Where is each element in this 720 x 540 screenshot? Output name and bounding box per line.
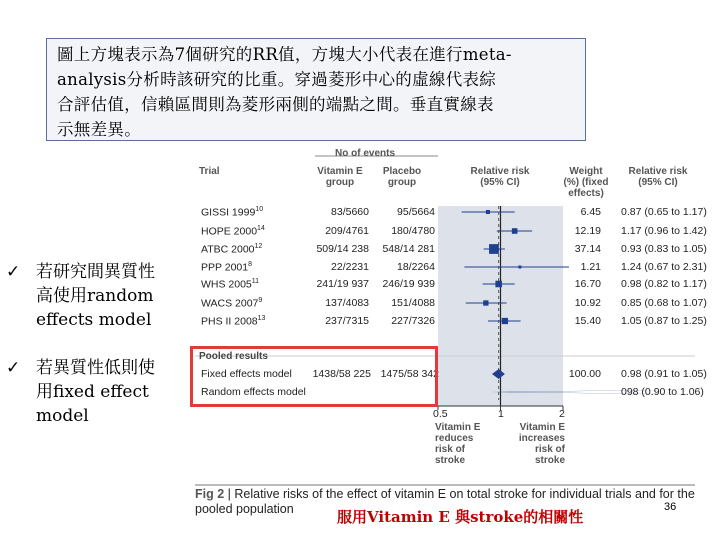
axis-left-label xyxy=(435,422,480,466)
bullet-line: model xyxy=(36,406,89,426)
weight-value: 37.14 xyxy=(574,243,601,255)
weight-value: 6.45 xyxy=(580,206,601,218)
axis-label-line: stroke xyxy=(534,455,565,466)
trial-ref: 10 xyxy=(255,206,264,213)
study-square xyxy=(518,266,521,269)
axis-right-label xyxy=(515,422,565,466)
header-placebo xyxy=(377,166,427,188)
study-square xyxy=(495,281,502,288)
caption-fig-label: Fig 2 xyxy=(195,487,225,501)
trial-ref: 14 xyxy=(257,225,265,232)
caption-line2: pooled population xyxy=(195,502,294,516)
description-box xyxy=(46,38,586,141)
trial-name: HOPE 2000 xyxy=(201,225,258,238)
header-line: (95% CI) xyxy=(638,177,678,188)
bullet-fixed-effect xyxy=(6,356,196,431)
axis-tick-label: 1 xyxy=(498,408,504,420)
header-relative-risk xyxy=(465,166,535,188)
vitamin-e-events: 241/19 937 xyxy=(316,278,369,290)
rr-ci-value: 0.93 (0.83 to 1.05) xyxy=(621,243,707,255)
trial-ref: 13 xyxy=(257,315,266,322)
placebo-events: 151/4088 xyxy=(391,297,435,309)
trial-name: PHS II 2008 xyxy=(201,315,258,328)
checkmark-icon: ✓ xyxy=(6,358,21,378)
trial-label xyxy=(201,278,259,291)
placebo-events: 548/14 281 xyxy=(382,243,435,255)
trial-name: PPP 2001 xyxy=(201,261,249,274)
rr-ci-value: 1.05 (0.87 to 1.25) xyxy=(621,315,707,327)
pooled-model-name: Fixed effects model xyxy=(201,368,292,380)
weight-value: 16.70 xyxy=(574,278,601,290)
bullet-line: 若異質性低則使 xyxy=(36,358,155,378)
trial-ref: 12 xyxy=(254,243,263,250)
description-line: 示無差異。 xyxy=(57,120,141,139)
trial-label xyxy=(201,261,252,274)
vitamin-e-events: 509/14 238 xyxy=(316,243,369,255)
rr-ci-value: 0.87 (0.65 to 1.17) xyxy=(621,206,707,218)
header-line: effects) xyxy=(568,188,604,199)
pooled-results-highlight xyxy=(190,346,438,407)
weight-value: 10.92 xyxy=(574,297,601,309)
axis-tick-label: 2 xyxy=(559,408,565,420)
placebo-events: 180/4780 xyxy=(391,225,435,237)
study-square xyxy=(483,300,488,305)
axis-label-line: risk of xyxy=(534,444,565,455)
trial-name: WHS 2005 xyxy=(201,278,252,291)
axis-label-line: stroke xyxy=(435,455,466,466)
header-line: Vitamin E xyxy=(317,166,363,177)
pooled-rr-ci: 098 (0.90 to 1.06) xyxy=(621,386,704,398)
trial-ref: 9 xyxy=(258,297,263,304)
bullet-random-effects xyxy=(6,260,196,335)
header-line: group xyxy=(325,177,355,188)
trial-label xyxy=(201,243,262,256)
axis-label-line: Vitamin E xyxy=(435,422,481,433)
placebo-events: 18/2264 xyxy=(397,261,435,273)
axis-label-line: Vitamin E xyxy=(519,422,565,433)
bullet-line: effects model xyxy=(36,310,152,330)
trial-ref: 11 xyxy=(251,278,260,285)
study-square xyxy=(512,228,518,234)
weight-value: 12.19 xyxy=(574,225,601,237)
vitamin-e-events: 22/2231 xyxy=(331,261,369,273)
trial-name: WACS 2007 xyxy=(201,297,259,310)
caption-text: | Relative risks of the effect of vitamin E on total stroke for individual trials and for the xyxy=(224,487,695,501)
axis-label-line: increases xyxy=(518,433,565,444)
bullet-line: 高使用random xyxy=(36,286,154,306)
pooled-model-name: Random effects model xyxy=(201,386,306,398)
trial-label xyxy=(201,206,263,219)
rr-ci-value: 0.98 (0.82 to 1.17) xyxy=(621,278,707,290)
trial-name: GISSI 1999 xyxy=(201,206,256,219)
header-line: (%) (fixed xyxy=(563,177,609,188)
trial-label xyxy=(201,297,262,310)
study-square xyxy=(489,244,499,254)
pooled-title: Pooled results xyxy=(199,351,268,362)
pooled-vitamin-e-events: 1438/58 225 xyxy=(312,368,371,380)
weight-value: 15.40 xyxy=(574,315,601,327)
header-vitamin-e xyxy=(315,166,365,188)
pooled-placebo-events: 1475/58 342 xyxy=(380,368,439,380)
weight-value: 1.21 xyxy=(580,261,601,273)
vitamin-e-events: 209/4761 xyxy=(325,225,369,237)
header-line: Placebo xyxy=(382,166,422,177)
vitamin-e-events: 237/7315 xyxy=(325,315,369,327)
trial-label xyxy=(201,225,265,238)
axis-tick-label: 0.5 xyxy=(433,408,448,420)
header-trial: Trial xyxy=(199,166,220,177)
axis-label-line: risk of xyxy=(435,444,466,455)
header-line: group xyxy=(387,177,417,188)
trial-ref: 8 xyxy=(248,261,253,268)
study-square xyxy=(502,318,508,324)
rr-ci-value: 1.24 (0.67 to 2.31) xyxy=(621,261,707,273)
header-line: (95% CI) xyxy=(480,177,520,188)
placebo-events: 95/5664 xyxy=(397,206,435,218)
description-line: 合評估值，信賴區間則為菱形兩側的端點之間。垂直實線表 xyxy=(57,95,494,114)
description-line: 圖上方塊表示為7個研究的RR值，方塊大小代表在進行meta- xyxy=(57,45,512,64)
placebo-events: 227/7326 xyxy=(391,315,435,327)
checkmark-icon: ✓ xyxy=(6,262,21,282)
header-weight xyxy=(555,166,617,199)
vitamin-e-events: 137/4083 xyxy=(325,297,369,309)
rr-ci-value: 0.85 (0.68 to 1.07) xyxy=(621,297,707,309)
header-line: Relative risk xyxy=(470,166,530,177)
vitamin-e-events: 83/5660 xyxy=(331,206,369,218)
header-line: Weight xyxy=(569,166,603,177)
pooled-weight: 100.00 xyxy=(568,368,601,380)
rr-ci-value: 1.17 (0.96 to 1.42) xyxy=(621,225,707,237)
axis-label-line: reduces xyxy=(435,433,474,444)
description-line: analysis分析時該研究的比重。穿過菱形中心的虛線代表綜 xyxy=(57,70,497,89)
page-number: 36 xyxy=(664,501,677,513)
trial-name: ATBC 2000 xyxy=(201,243,255,256)
bullet-line: 用fixed effect xyxy=(36,382,149,402)
header-no-events: No of events xyxy=(335,148,396,159)
header-rr-ci xyxy=(625,166,691,188)
study-square xyxy=(486,210,490,214)
placebo-events: 246/19 939 xyxy=(382,278,435,290)
forest-plot-figure xyxy=(195,140,707,520)
trial-label xyxy=(201,315,265,328)
slide-footer-title: 服用Vitamin E 與stroke的相關性 xyxy=(337,508,584,526)
bullet-line: 若研究間異質性 xyxy=(36,262,155,282)
header-line: Relative risk xyxy=(628,166,688,177)
pooled-rr-ci: 0.98 (0.91 to 1.05) xyxy=(621,368,707,380)
